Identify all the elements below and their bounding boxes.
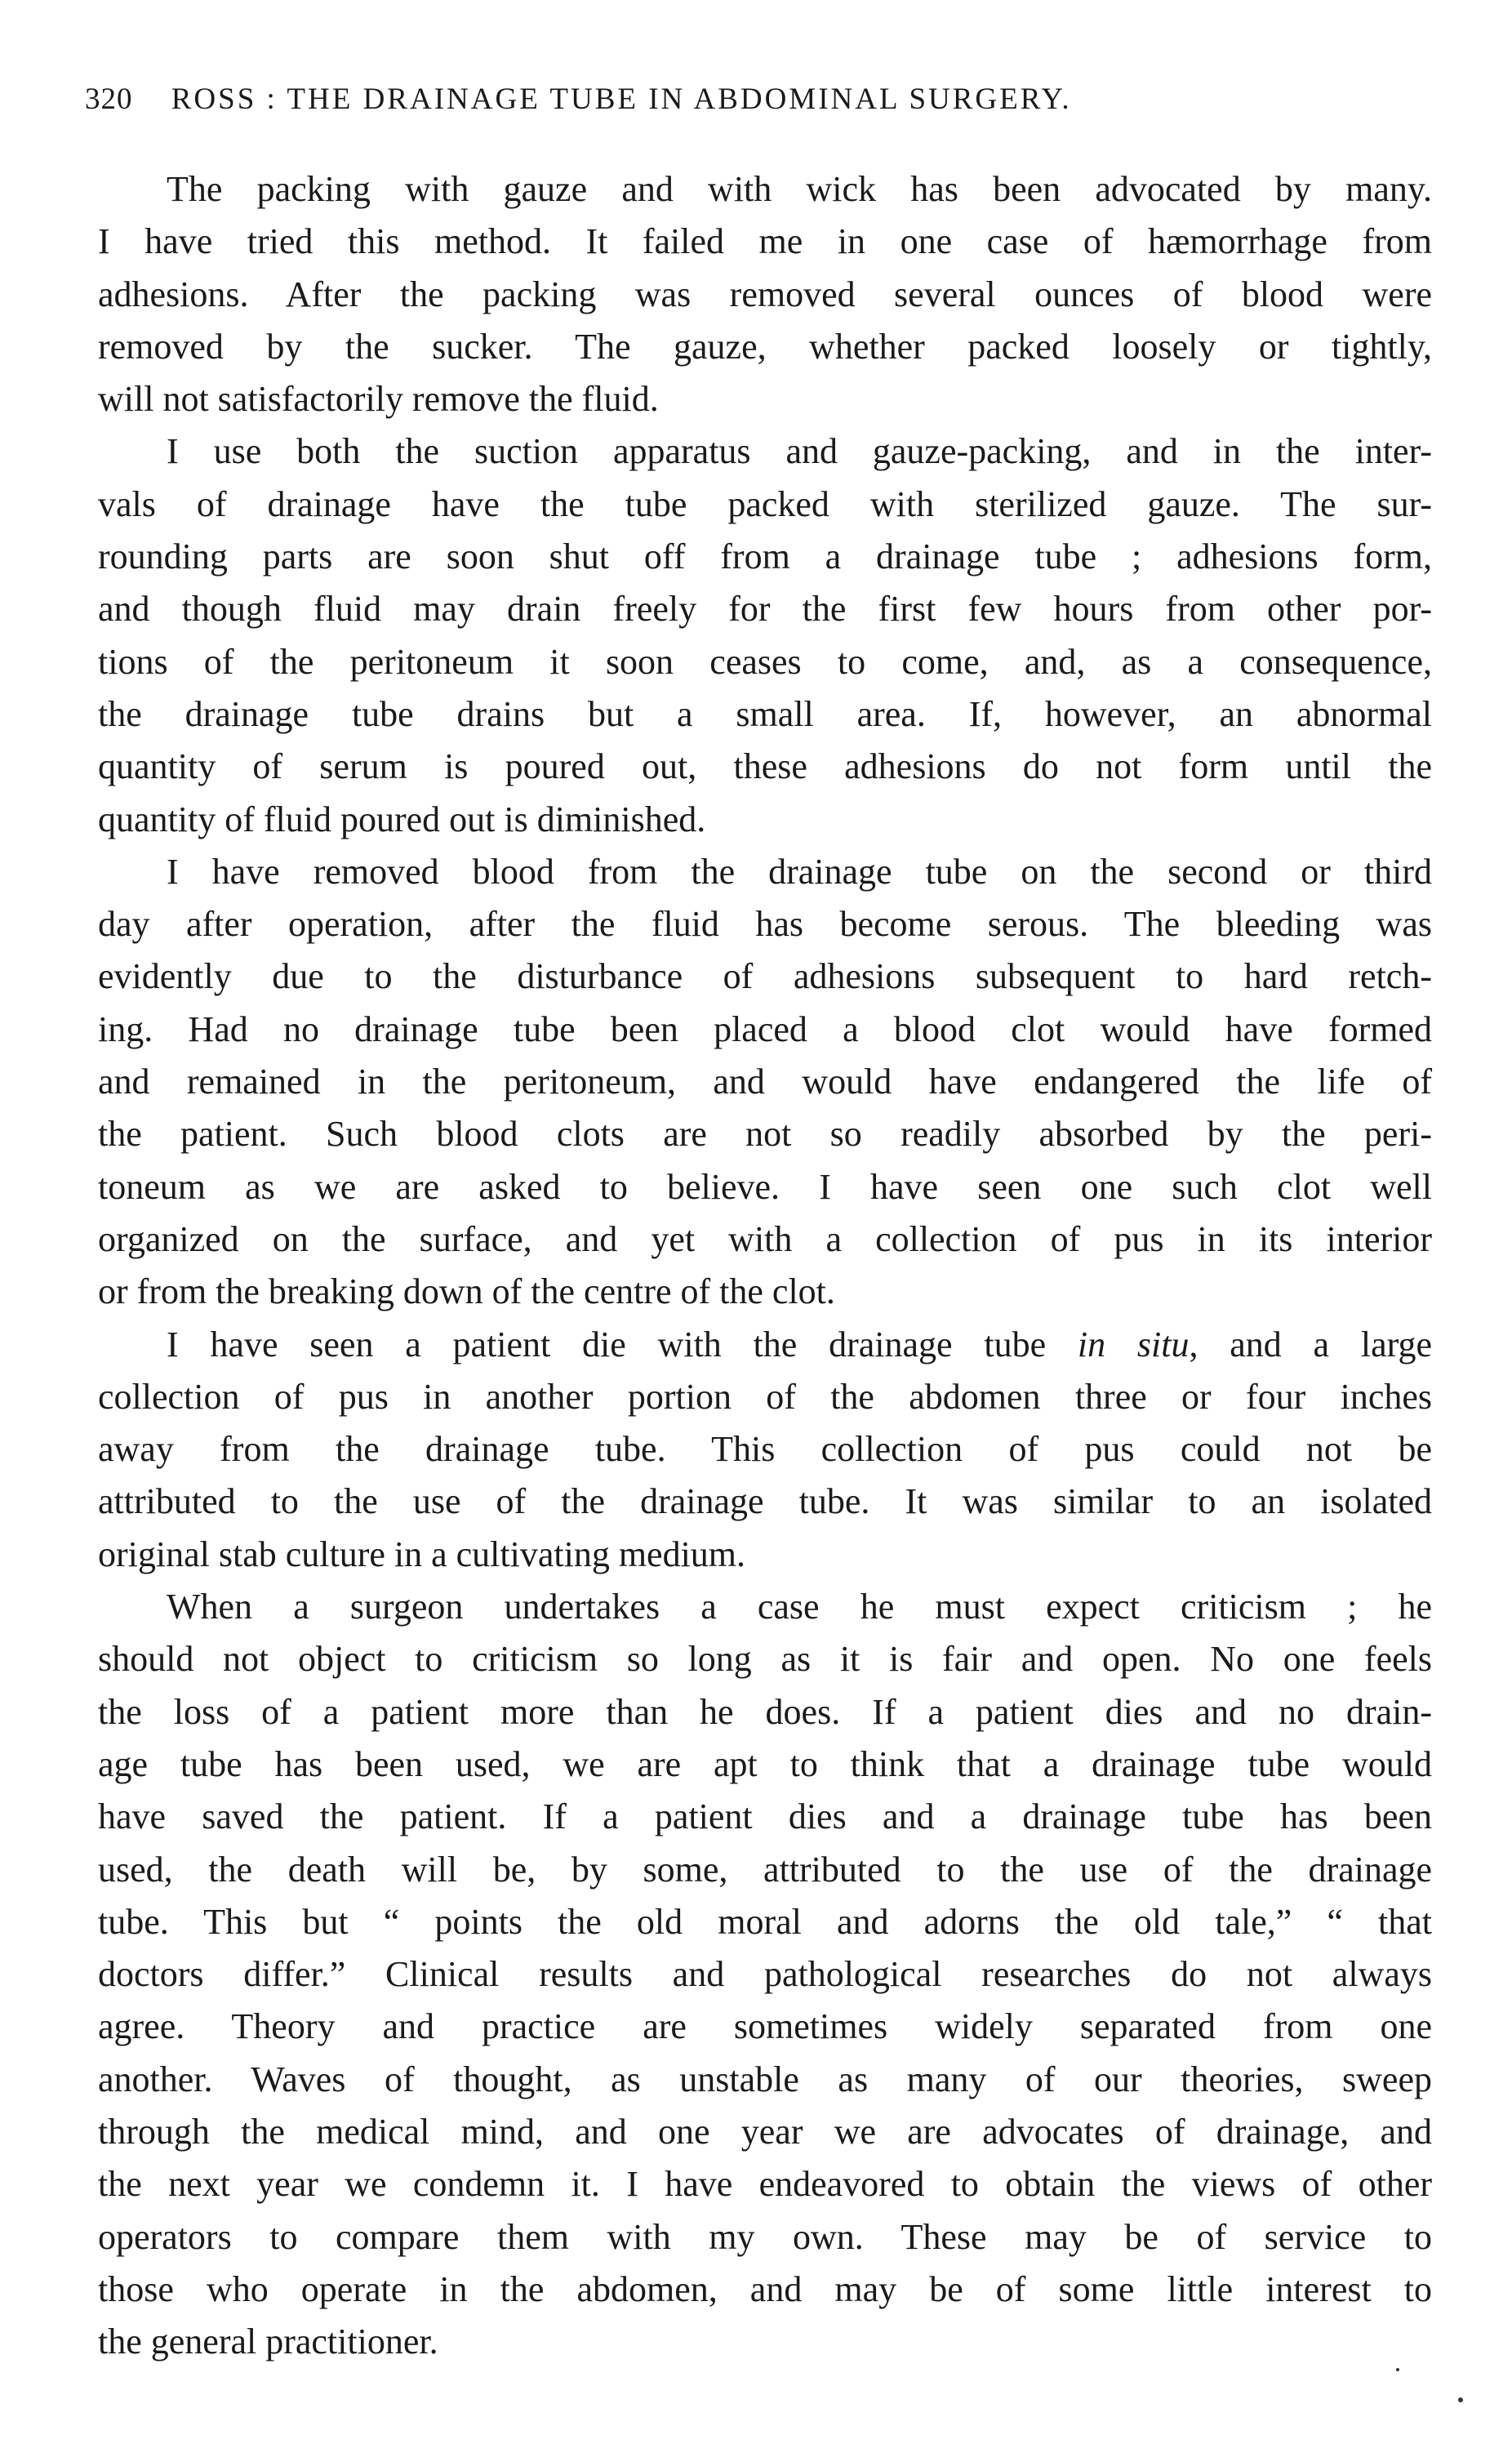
text-line: operators to compare them with my own. These may be of service to (98, 2216, 1432, 2257)
text-line: original stab culture in a cultivating medium. (98, 1534, 746, 1574)
text-line: attributed to the use of the drainage tube. It was similar to an isolated (98, 1481, 1432, 1522)
text-line: tube. This but “ points the old moral and adorns the old tale,” “ that (98, 1901, 1432, 1942)
text-line: those who operate in the abdomen, and may be of some little interest to (98, 2268, 1432, 2309)
text-line: doctors differ.” Clinical results and pathological researches do not always (98, 1954, 1432, 1995)
text-line: I have seen a patient die with the drainage tube in situ, and a large (167, 1324, 1433, 1364)
text-line: the next year we condemn it. I have endeavored to obtain the views of other (98, 2164, 1432, 2205)
text-line: I use both the suction apparatus and gauze-packing, and in the inter- (167, 431, 1432, 472)
paragraph-suction (98, 425, 1432, 845)
text-line: collection of pus in another portion of the abdomen three or four inches (98, 1376, 1432, 1417)
text-line: the loss of a patient more than he does. If a patient dies and no drain- (98, 1691, 1432, 1732)
text-line: vals of drainage have the tube packed with sterilized gauze. The sur- (98, 483, 1432, 524)
text-line: age tube has been used, we are apt to think that a drainage tube would (98, 1743, 1432, 1784)
paragraph-packing (98, 163, 1432, 425)
text-line: tions of the peritoneum it soon ceases to come, and, as a consequence, (98, 641, 1432, 682)
text-line: and though fluid may drain freely for the first few hours from other por- (98, 589, 1432, 630)
paragraph-criticism (98, 1581, 1432, 2368)
text-line: quantity of fluid poured out is diminished. (98, 799, 706, 839)
text-line: or from the breaking down of the centre of the clot. (98, 1271, 835, 1312)
text-line: should not object to criticism so long as it is fair and open. No one feels (98, 1639, 1432, 1680)
text-line: removed by the sucker. The gauze, whether packed loosely or tightly, (98, 326, 1432, 367)
text-line: day after operation, after the fluid has become serous. The bleeding was (98, 904, 1432, 945)
running-head (85, 75, 1424, 124)
text-line: and remained in the peritoneum, and would have endangered the life of (98, 1062, 1432, 1102)
text-line: organized on the surface, and yet with a collection of pus in its interior (98, 1218, 1432, 1259)
paragraph-blood (98, 846, 1432, 1319)
text-line: the general practitioner. (98, 2322, 438, 2362)
text-line: have saved the patient. If a patient dies and a drainage tube has been (98, 1796, 1432, 1837)
text-line: ing. Had no drainage tube been placed a blood clot would have formed (98, 1008, 1432, 1049)
text-line: rounding parts are soon shut off from a drainage tube ; adhesions form, (98, 536, 1432, 577)
italic-phrase: in situ (1077, 1324, 1190, 1364)
body-text (98, 163, 1432, 2368)
text-line: the drainage tube drains but a small area. If, however, an abnormal (98, 693, 1432, 734)
text-line: adhesions. After the packing was removed several ounces of blood were (98, 274, 1432, 314)
print-speck (1458, 2397, 1463, 2402)
text-line: away from the drainage tube. This collection of pus could not be (98, 1429, 1432, 1470)
text-line: the patient. Such blood clots are not so readily absorbed by the peri- (98, 1114, 1432, 1155)
text-line: I have removed blood from the drainage tube on the second or third (167, 851, 1432, 892)
text-line: I have tried this method. It failed me in one case of hæmorrhage from (98, 221, 1432, 262)
running-title: ROSS : THE DRAINAGE TUBE IN ABDOMINAL SURGERY. (171, 82, 1072, 116)
text-line: used, the death will be, by some, attributed to the use of the drainage (98, 1849, 1432, 1890)
paragraph-pus (98, 1319, 1432, 1581)
text-line: quantity of serum is poured out, these adhesions do not form until the (98, 746, 1432, 787)
text-line: The packing with gauze and with wick has been advocated by many. (167, 169, 1432, 209)
text-line: agree. Theory and practice are sometimes widely separated from one (98, 2006, 1432, 2047)
text-line: toneum as we are asked to believe. I have seen one such clot well (98, 1166, 1432, 1207)
text-line: will not satisfactorily remove the fluid. (98, 379, 659, 420)
page-number: 320 (85, 82, 133, 116)
text-line: through the medical mind, and one year we are advocates of drainage, and (98, 2111, 1432, 2152)
print-speck (1396, 2368, 1399, 2371)
text-line: evidently due to the disturbance of adhesions subsequent to hard retch- (98, 956, 1432, 997)
text-line: When a surgeon undertakes a case he must expect criticism ; he (167, 1587, 1432, 1627)
text-line: another. Waves of thought, as unstable as many of our theories, sweep (98, 2059, 1432, 2099)
